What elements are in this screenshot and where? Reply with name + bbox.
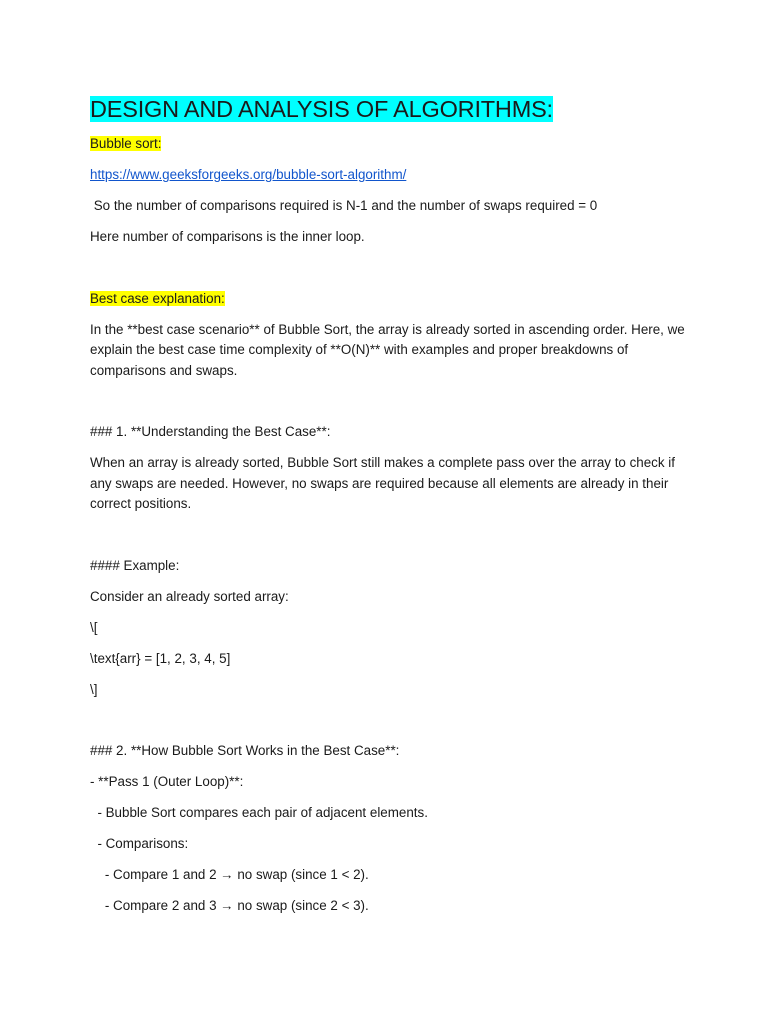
best-case-heading [90, 289, 690, 310]
pass1-comparisons-item: - Comparisons: [90, 836, 189, 851]
document-title [90, 94, 690, 124]
compare-1-2-item: - Compare 1 and 2 → no swap (since 1 < 2). [90, 867, 369, 882]
comparisons-line: So the number of comparisons required is N-1 and the number of swaps required = 0 [90, 198, 598, 213]
pass1-compare-item: - Bubble Sort compares each pair of adjacent elements. [90, 805, 428, 820]
section1-heading: ### 1. **Understanding the Best Case**: [90, 424, 331, 439]
bubble-sort-heading-text: Bubble sort: [90, 136, 162, 151]
bubble-sort-heading [90, 134, 690, 155]
math-open: \[ [90, 619, 98, 635]
section1-paragraph: When an array is already sorted, Bubble Sort still makes a complete pass over the array to check if any swaps are needed. However, no swaps are required because all elements are already in their correct positions. [90, 455, 675, 511]
document-body [90, 94, 690, 917]
math-expression: \text{arr} = [1, 2, 3, 4, 5] [90, 650, 231, 666]
reference-link[interactable]: https://www.geeksforgeeks.org/bubble-sort-algorithm/ [90, 167, 407, 182]
title-highlight: DESIGN AND ANALYSIS OF ALGORITHMS: [90, 96, 553, 122]
math-close: \] [90, 681, 98, 697]
section2-heading: ### 2. **How Bubble Sort Works in the Best Case**: [90, 743, 400, 758]
example-intro: Consider an already sorted array: [90, 588, 289, 604]
best-case-heading-text: Best case explanation: [90, 290, 225, 306]
compare-2-3-item: - Compare 2 and 3 → no swap (since 2 < 3). [90, 898, 369, 913]
reference-link-line [90, 165, 690, 186]
pass1-item: - **Pass 1 (Outer Loop)**: [90, 774, 244, 789]
example-heading: #### Example: [90, 557, 180, 573]
inner-loop-line: Here number of comparisons is the inner loop. [90, 229, 365, 244]
intro-paragraph: In the **best case scenario** of Bubble Sort, the array is already sorted in ascending order. Here, we explain the best case time complexity of **O(N)** with examples and proper breakdowns of comparisons and swaps. [90, 321, 685, 378]
